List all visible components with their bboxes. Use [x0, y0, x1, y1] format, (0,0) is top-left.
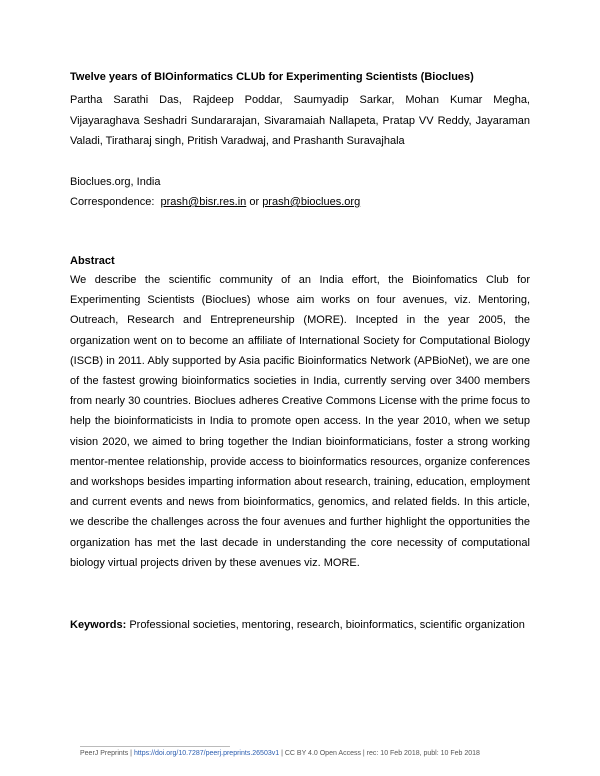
keywords-label: Keywords:: [70, 619, 127, 631]
paper-title: Twelve years of BIOinformatics CLUb for Experimenting Scientists (Bioclues): [70, 71, 474, 83]
author-list: Partha Sarathi Das, Rajdeep Poddar, Saumyadip Sarkar, Mohan Kumar Megha, Vijayaraghava Seshadri Sundararajan, Sivaramaiah Nallapeta, Pratap VV Reddy, Jayaraman Valadi, Tiratharaj singh, Pritish Varadwaj, and Prashanth Suravajhala: [70, 94, 530, 147]
email-link-2[interactable]: prash@bioclues.org: [262, 196, 361, 208]
or-text: or: [249, 196, 260, 208]
footer-divider: [80, 746, 230, 747]
abstract-heading: Abstract: [70, 255, 115, 267]
preprint-footer: [80, 750, 550, 757]
affiliation-block: [70, 172, 530, 212]
keywords-text: Professional societies, mentoring, research, bioinformatics, scientific organization: [129, 619, 525, 631]
abstract-text: We describe the scientific community of an India effort, the Bioinfomatics Club for Experimenting Scientists (Bioclues) whose aim works on four avenues, viz. Mentoring, Outreach, Research and Entrepreneurship (MORE). Incepted in the year 2005, the organization went on to become an affiliate of International Society for Computational Biology (ISCB) in 2011. Ably supported by Asia pacific Bioinformatics Network (APBioNet), we are one of the fastest growing bioinformatics societies in India, currently serving over 3400 members from nearly 30 countries. Bioclues adheres Creative Commons License with the prime focus to help the bioinformaticists in India to promote open access. In the year 2010, when we setup vision 2020, we aimed to bring together the Indian bioinformaticians, foster a strong working mentor-mentee relationship, provide access to bioinformatics resources, organize conferences and workshops besides imparting information about research, training, education, employment and current events and news from bioinformatics, genomics, and related fields. In this article, we describe the challenges across the four avenues and further highlight the opportunities the organization has met the last decade in understanding the core necessity of computational biology virtual projects driven by these avenues viz. MORE.: [70, 274, 530, 569]
correspondence-label: Correspondence:: [70, 196, 155, 208]
affiliation: Bioclues.org, India: [70, 176, 161, 188]
correspondence-line: [70, 192, 530, 212]
keywords-block: [70, 615, 530, 636]
doi-link[interactable]: https://doi.org/10.7287/peerj.preprints.26503v1: [133, 750, 280, 757]
email-link-1[interactable]: prash@bisr.res.in: [160, 196, 247, 208]
footer-prefix: PeerJ Preprints |: [80, 750, 133, 757]
footer-suffix: | CC BY 4.0 Open Access | rec: 10 Feb 2018, publ: 10 Feb 2018: [281, 750, 480, 757]
